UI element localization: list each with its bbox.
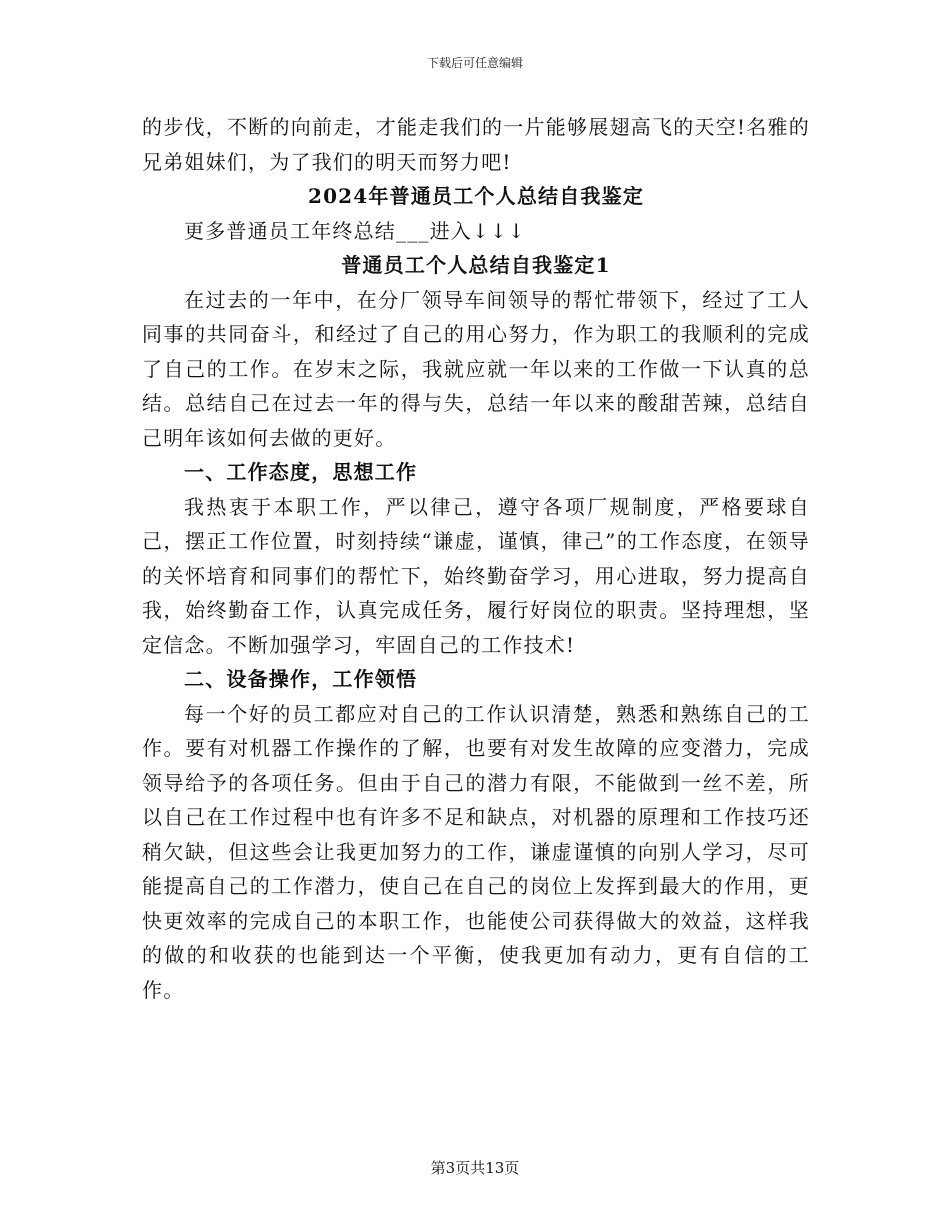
paragraph-intro: 在过去的一年中，在分厂领导车间领导的帮忙带领下，经过了工人同事的共同奋斗，和经过了自己的用心努力，作为职工的我顺利的完成了自己的工作。在岁末之际，我就应就一年以来的工作做一下认真的总结。总结自己在过去一年的得与失，总结一年以来的酸甜苦辣，总结自己明年该如何去做的更好。 bbox=[142, 287, 810, 450]
more-summaries-link[interactable]: 更多普通员工年终总结___进入↓↓↓ bbox=[184, 218, 526, 243]
section-title: 普通员工个人总结自我鉴定1 bbox=[341, 253, 611, 277]
heading-work-attitude: 一、工作态度，思想工作 bbox=[184, 460, 418, 484]
document-title: 2024年普通员工个人总结自我鉴定 bbox=[307, 184, 645, 208]
paragraph-work-attitude: 我热衷于本职工作，严以律己，遵守各项厂规制度，严格要球自己，摆正工作位置，时刻持续“谦虚，谨慎，律己”的工作态度，在领导的关怀培育和同事们的帮忙下，始终勤奋学习，用心进取，努力提高自我，始终勤奋工作，认真完成任务，履行好岗位的职责。坚持理想，坚定信念。不断加强学习，牢固自己的工作技术! bbox=[142, 494, 810, 657]
page-header-note: 下载后可任意编辑 bbox=[426, 56, 523, 70]
paragraph-continuation: 的步伐，不断的向前走，才能走我们的一片能够展翅高飞的天空!名雅的兄弟姐妹们，为了我们的明天而努力吧! bbox=[142, 115, 810, 174]
document-body bbox=[142, 110, 810, 1007]
paragraph-equipment-operation: 每一个好的员工都应对自己的工作认识清楚，熟悉和熟练自己的工作。要有对机器工作操作的了解，也要有对发生故障的应变潜力，完成领导给予的各项任务。但由于自己的潜力有限，不能做到一丝不差，所以自己在工作过程中也有许多不足和缺点，对机器的原理和工作技巧还稍欠缺，但这些会让我更加努力的工作，谦虚谨慎的向别人学习，尽可能提高自己的工作潜力，使自己在自己的岗位上发挥到最大的作用，更快更效率的完成自己的本职工作，也能使公司获得做大的效益，这样我的做的和收获的也能到达一个平衡，使我更加有动力，更有自信的工作。 bbox=[142, 701, 810, 1002]
page-number: 第3页共13页 bbox=[430, 1159, 520, 1177]
heading-equipment-operation: 二、设备操作，工作领悟 bbox=[184, 667, 418, 691]
